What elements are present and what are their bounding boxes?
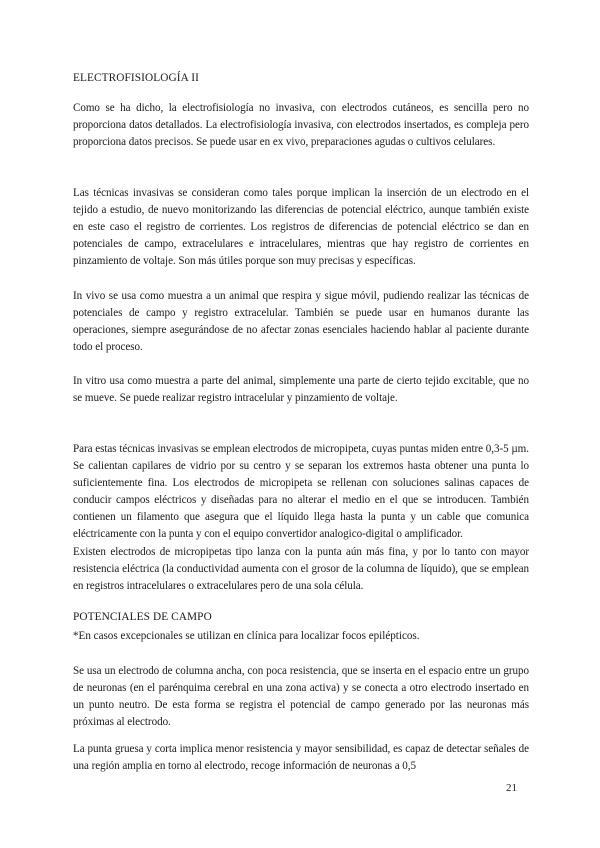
page-title: ELECTROFISIOLOGÍA II: [73, 72, 199, 84]
paragraph-invasive-techniques: Las técnicas invasivas se consideran como tales porque implican la inserción de un electrodo en el tejido a estudio, de nuevo monitorizando las diferencias de potencial eléctrico, aunque también existe en este caso el registro de corrientes. Los registros de diferencias de potencial eléctrico se dan en potenciales de campo, extracelulares e intracelulares, mientras que hay registro de corrientes en pinzamiento de voltaje. Son más útiles porque son muy precisas y específicas.: [73, 187, 529, 268]
paragraph-micropipette-electrodes: Para estas técnicas invasivas se emplean electrodos de micropipeta, cuyas puntas miden entre 0,3-5 µm. Se calientan capilares de vidrio por su centro y se separan los extremos hasta obtener una punta lo suficientemente fina. Los electrodos de micropipeta se rellenan con soluciones salinas capaces de conducir campos eléctricos y diseñadas para no alterar el medio en el que se introducen. También contienen un filamento que asegura que el líquido llega hasta la punta y un cable que comunica eléctricamente con la punta y con el equipo convertidor analogico-digital o amplificador.: [73, 443, 529, 541]
paragraph-lance-electrodes: Existen electrodos de micropipetas tipo lanza con la punta aún más fina, y por lo tanto con mayor resistencia eléctrica (la conductividad aumenta con el grosor de la columna de líquido), que se emplean en registros intracelulares o extracelulares pero de una sola célula.: [73, 546, 529, 593]
section-title: POTENCIALES DE CAMPO: [73, 611, 212, 623]
paragraph-in-vitro: In vitro usa como muestra a parte del animal, simplemente una parte de cierto tejido excitable, que no se mueve. Se puede realizar registro intracelular y pinzamiento de voltaje.: [73, 375, 529, 405]
paragraph-thick-tip: La punta gruesa y corta implica menor resistencia y mayor sensibilidad, es capaz de detectar señales de una región amplia en torno al electrodo, recoge información de neuronas a 0,5: [73, 743, 529, 773]
section-note: *En casos excepcionales se utilizan en clínica para localizar focos epilépticos.: [73, 630, 420, 642]
page-number: 21: [506, 782, 517, 794]
paragraph-field-potential-electrode: Se usa un electrodo de columna ancha, con poca resistencia, que se inserta en el espacio entre un grupo de neuronas (en el parénquima cerebral en una zona activa) y se conecta a otro electrodo insertado en un punto neutro. De esta forma se registra el potencial de campo generado por las neuronas más próximas al electrodo.: [73, 665, 529, 729]
paragraph-intro: Como se ha dicho, la electrofisiología no invasiva, con electrodos cutáneos, es sencilla pero no proporciona datos detallados. La electrofisiología invasiva, con electrodos insertados, es compleja pero proporciona datos precisos. Se puede usar en ex vivo, preparaciones agudas o cultivos celulares.: [73, 102, 529, 149]
paragraph-in-vivo: In vivo se usa como muestra a un animal que respira y sigue móvil, pudiendo realizar las técnicas de potenciales de campo y registro extracelular. También se puede usar en humanos durante las operaciones, siempre asegurándose de no afectar zonas esenciales haciendo hablar al paciente durante todo el proceso.: [73, 290, 529, 354]
